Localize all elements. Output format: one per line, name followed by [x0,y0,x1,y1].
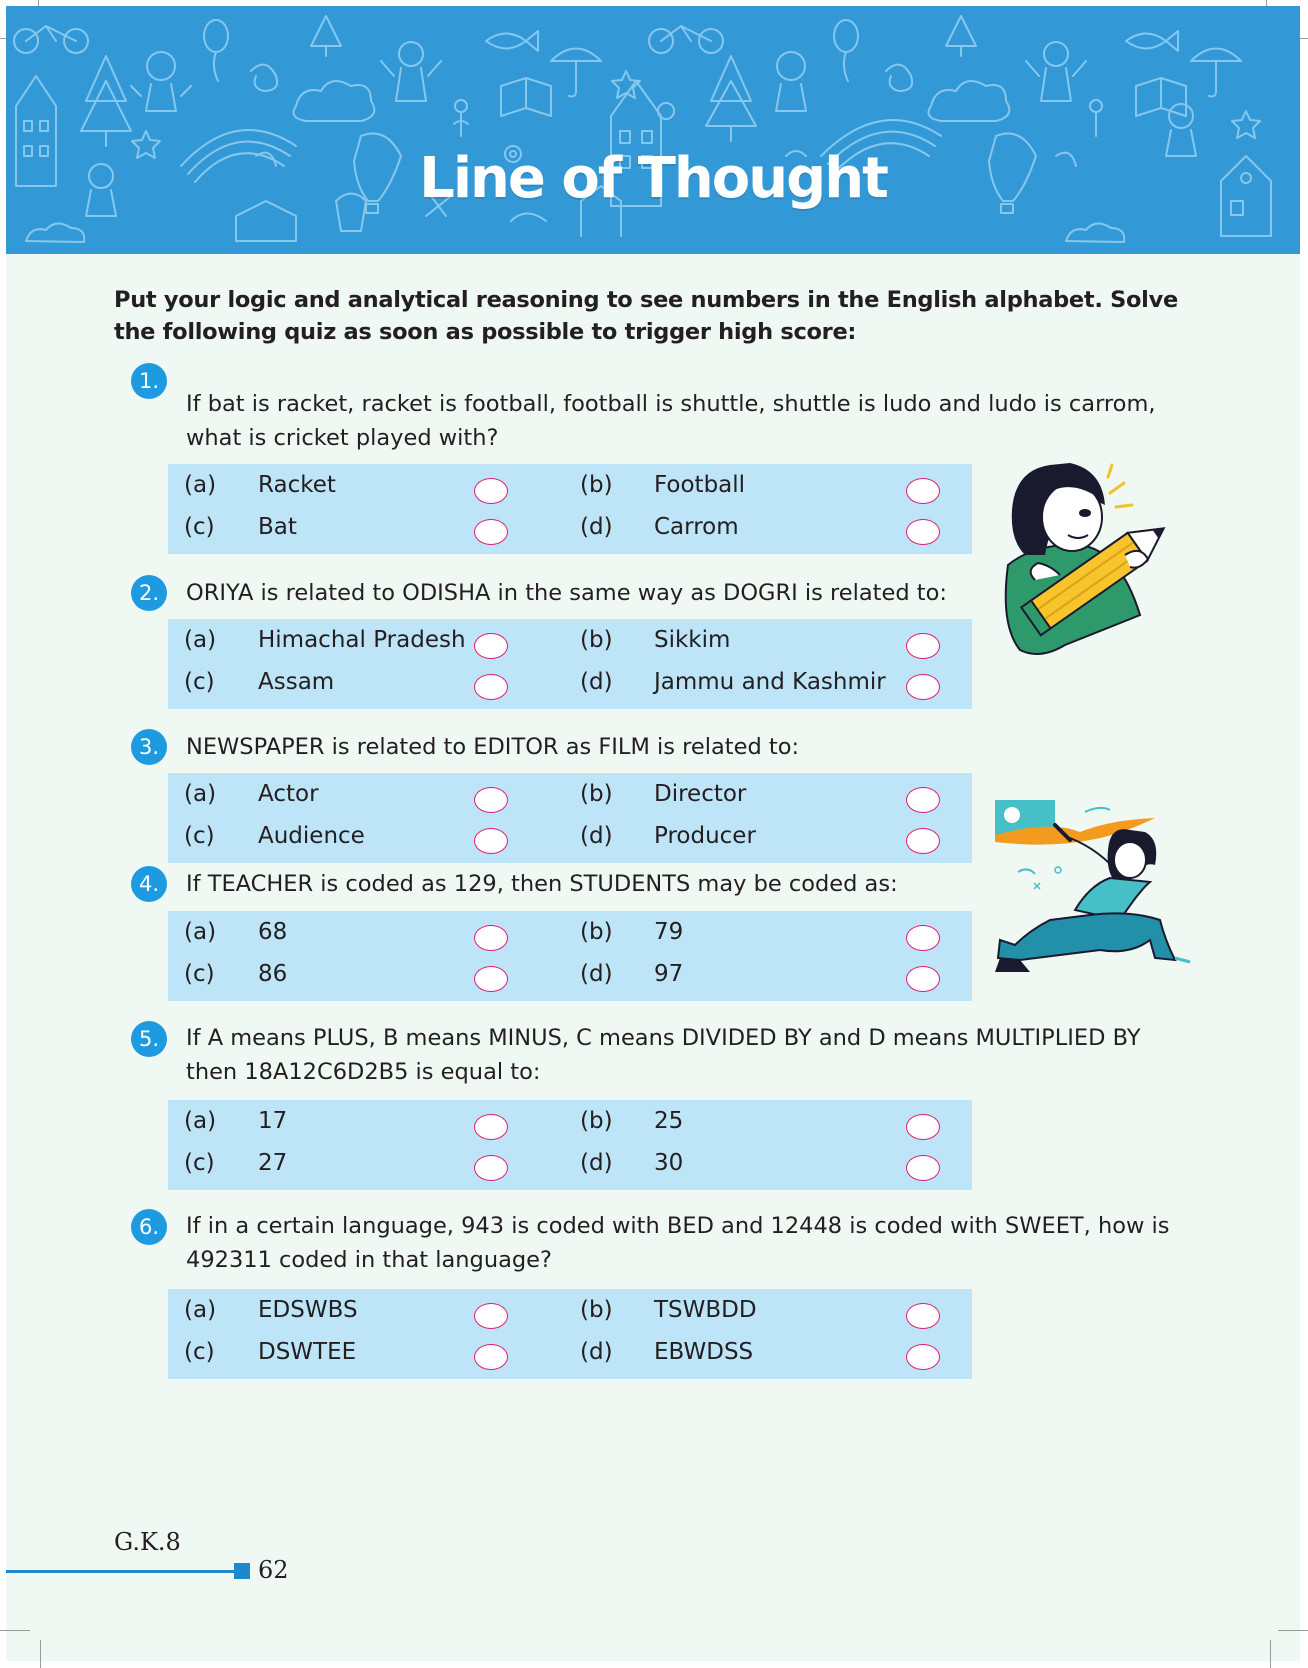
option-radio[interactable] [474,925,508,951]
question-text: If bat is racket, racket is football, football is shuttle, shuttle is ludo and ludo is carrom, what is cricket played with? [186,391,1156,451]
option-letter: (c) [184,1339,215,1365]
option-letter: (b) [580,919,613,945]
book-label: G.K.8 [114,1528,181,1556]
option-text: Carrom [654,514,739,540]
option-letter: (d) [580,669,613,695]
option-text: Actor [258,781,319,807]
option-letter: (b) [580,1108,613,1134]
option-text: 25 [654,1108,684,1134]
footer-rule [6,1570,234,1573]
option-letter: (a) [184,919,217,945]
options-panel [168,1100,972,1190]
option-text: Himachal Pradesh [258,627,466,653]
option-radio[interactable] [906,925,940,951]
option-letter: (c) [184,514,215,540]
book-doodle [501,78,1186,116]
option-radio[interactable] [906,1114,940,1140]
option-letter: (d) [580,823,613,849]
question-number: 4. [131,866,167,902]
option-letter: (d) [580,1339,613,1365]
options-panel [168,619,972,709]
question-text: NEWSPAPER is related to EDITOR as FILM is related to: [186,734,800,760]
option-letter: (b) [580,781,613,807]
girl-painting-illustration [990,790,1200,980]
option-text: Racket [258,472,336,498]
option-radio[interactable] [474,1155,508,1181]
option-letter: (c) [184,1150,215,1176]
option-letter: (a) [184,627,217,653]
option-text: Assam [258,669,335,695]
options-panel [168,773,972,863]
option-text: Director [654,781,747,807]
option-text: Bat [258,514,297,540]
option-radio[interactable] [906,519,940,545]
option-letter: (a) [184,781,217,807]
option-radio[interactable] [906,966,940,992]
option-text: Audience [258,823,365,849]
question-text: If in a certain language, 943 is coded with BED and 12448 is coded with SWEET, how is 492311 coded in that language? [186,1213,1170,1273]
option-radio[interactable] [906,787,940,813]
option-radio[interactable] [474,633,508,659]
question-number: 5. [131,1021,167,1057]
option-radio[interactable] [474,519,508,545]
option-letter: (a) [184,1108,217,1134]
option-text: EBWDSS [654,1339,754,1365]
crop-mark [1278,1630,1308,1631]
option-text: Jammu and Kashmir [654,669,886,695]
option-radio[interactable] [906,1303,940,1329]
page-title: Line of Thought [419,146,887,211]
girl-with-pencil-illustration [990,455,1200,655]
option-text: Sikkim [654,627,731,653]
option-radio[interactable] [474,966,508,992]
option-letter: (c) [184,823,215,849]
option-letter: (d) [580,514,613,540]
question-text: If TEACHER is coded as 129, then STUDENTS may be coded as: [186,871,898,897]
page-number: 62 [258,1556,289,1584]
header-banner [6,6,1300,254]
option-text: 68 [258,919,288,945]
fish-doodle [486,31,1178,51]
option-radio[interactable] [906,1155,940,1181]
option-letter: (c) [184,961,215,987]
options-panel [168,911,972,1001]
option-text: Producer [654,823,756,849]
question-text: If A means PLUS, B means MINUS, C means DIVIDED BY and D means MULTIPLIED BY then 18A12C6D2B5 is equal to: [186,1025,1141,1085]
option-text: EDSWBS [258,1297,358,1323]
option-letter: (d) [580,961,613,987]
crop-mark [40,1640,41,1668]
intro-text: Put your logic and analytical reasoning to see numbers in the English alphabet. Solve the following quiz as soon as possible to trigger high score: [114,287,1178,345]
option-letter: (b) [580,627,613,653]
option-radio[interactable] [474,787,508,813]
option-radio[interactable] [474,674,508,700]
option-radio[interactable] [474,828,508,854]
option-letter: (a) [184,472,217,498]
doodle-pattern [6,6,1300,254]
option-radio[interactable] [474,478,508,504]
option-letter: (b) [580,472,613,498]
option-radio[interactable] [474,1344,508,1370]
options-panel [168,1289,972,1379]
option-text: 97 [654,961,684,987]
option-text: 17 [258,1108,288,1134]
crop-mark [0,1630,30,1631]
option-radio[interactable] [906,828,940,854]
option-text: 79 [654,919,684,945]
option-radio[interactable] [474,1114,508,1140]
question-number: 2. [131,575,167,611]
option-radio[interactable] [906,633,940,659]
option-radio[interactable] [906,674,940,700]
option-text: TSWBDD [654,1297,757,1323]
question-number: 3. [131,729,167,765]
option-radio[interactable] [906,478,940,504]
option-text: 27 [258,1150,288,1176]
options-panel [168,464,972,554]
option-letter: (c) [184,669,215,695]
option-letter: (b) [580,1297,613,1323]
crop-mark [1270,1640,1271,1668]
option-text: Football [654,472,746,498]
question-number: 6. [131,1209,167,1245]
tree-doodle [81,16,976,146]
option-text: 86 [258,961,288,987]
question-number: 1. [131,363,167,399]
option-radio[interactable] [906,1344,940,1370]
option-radio[interactable] [474,1303,508,1329]
option-letter: (a) [184,1297,217,1323]
option-text: DSWTEE [258,1339,357,1365]
option-text: 30 [654,1150,684,1176]
footer-marker [234,1563,250,1579]
question-text: ORIYA is related to ODISHA in the same way as DOGRI is related to: [186,580,947,606]
option-letter: (d) [580,1150,613,1176]
bicycle-doodle [14,26,723,53]
